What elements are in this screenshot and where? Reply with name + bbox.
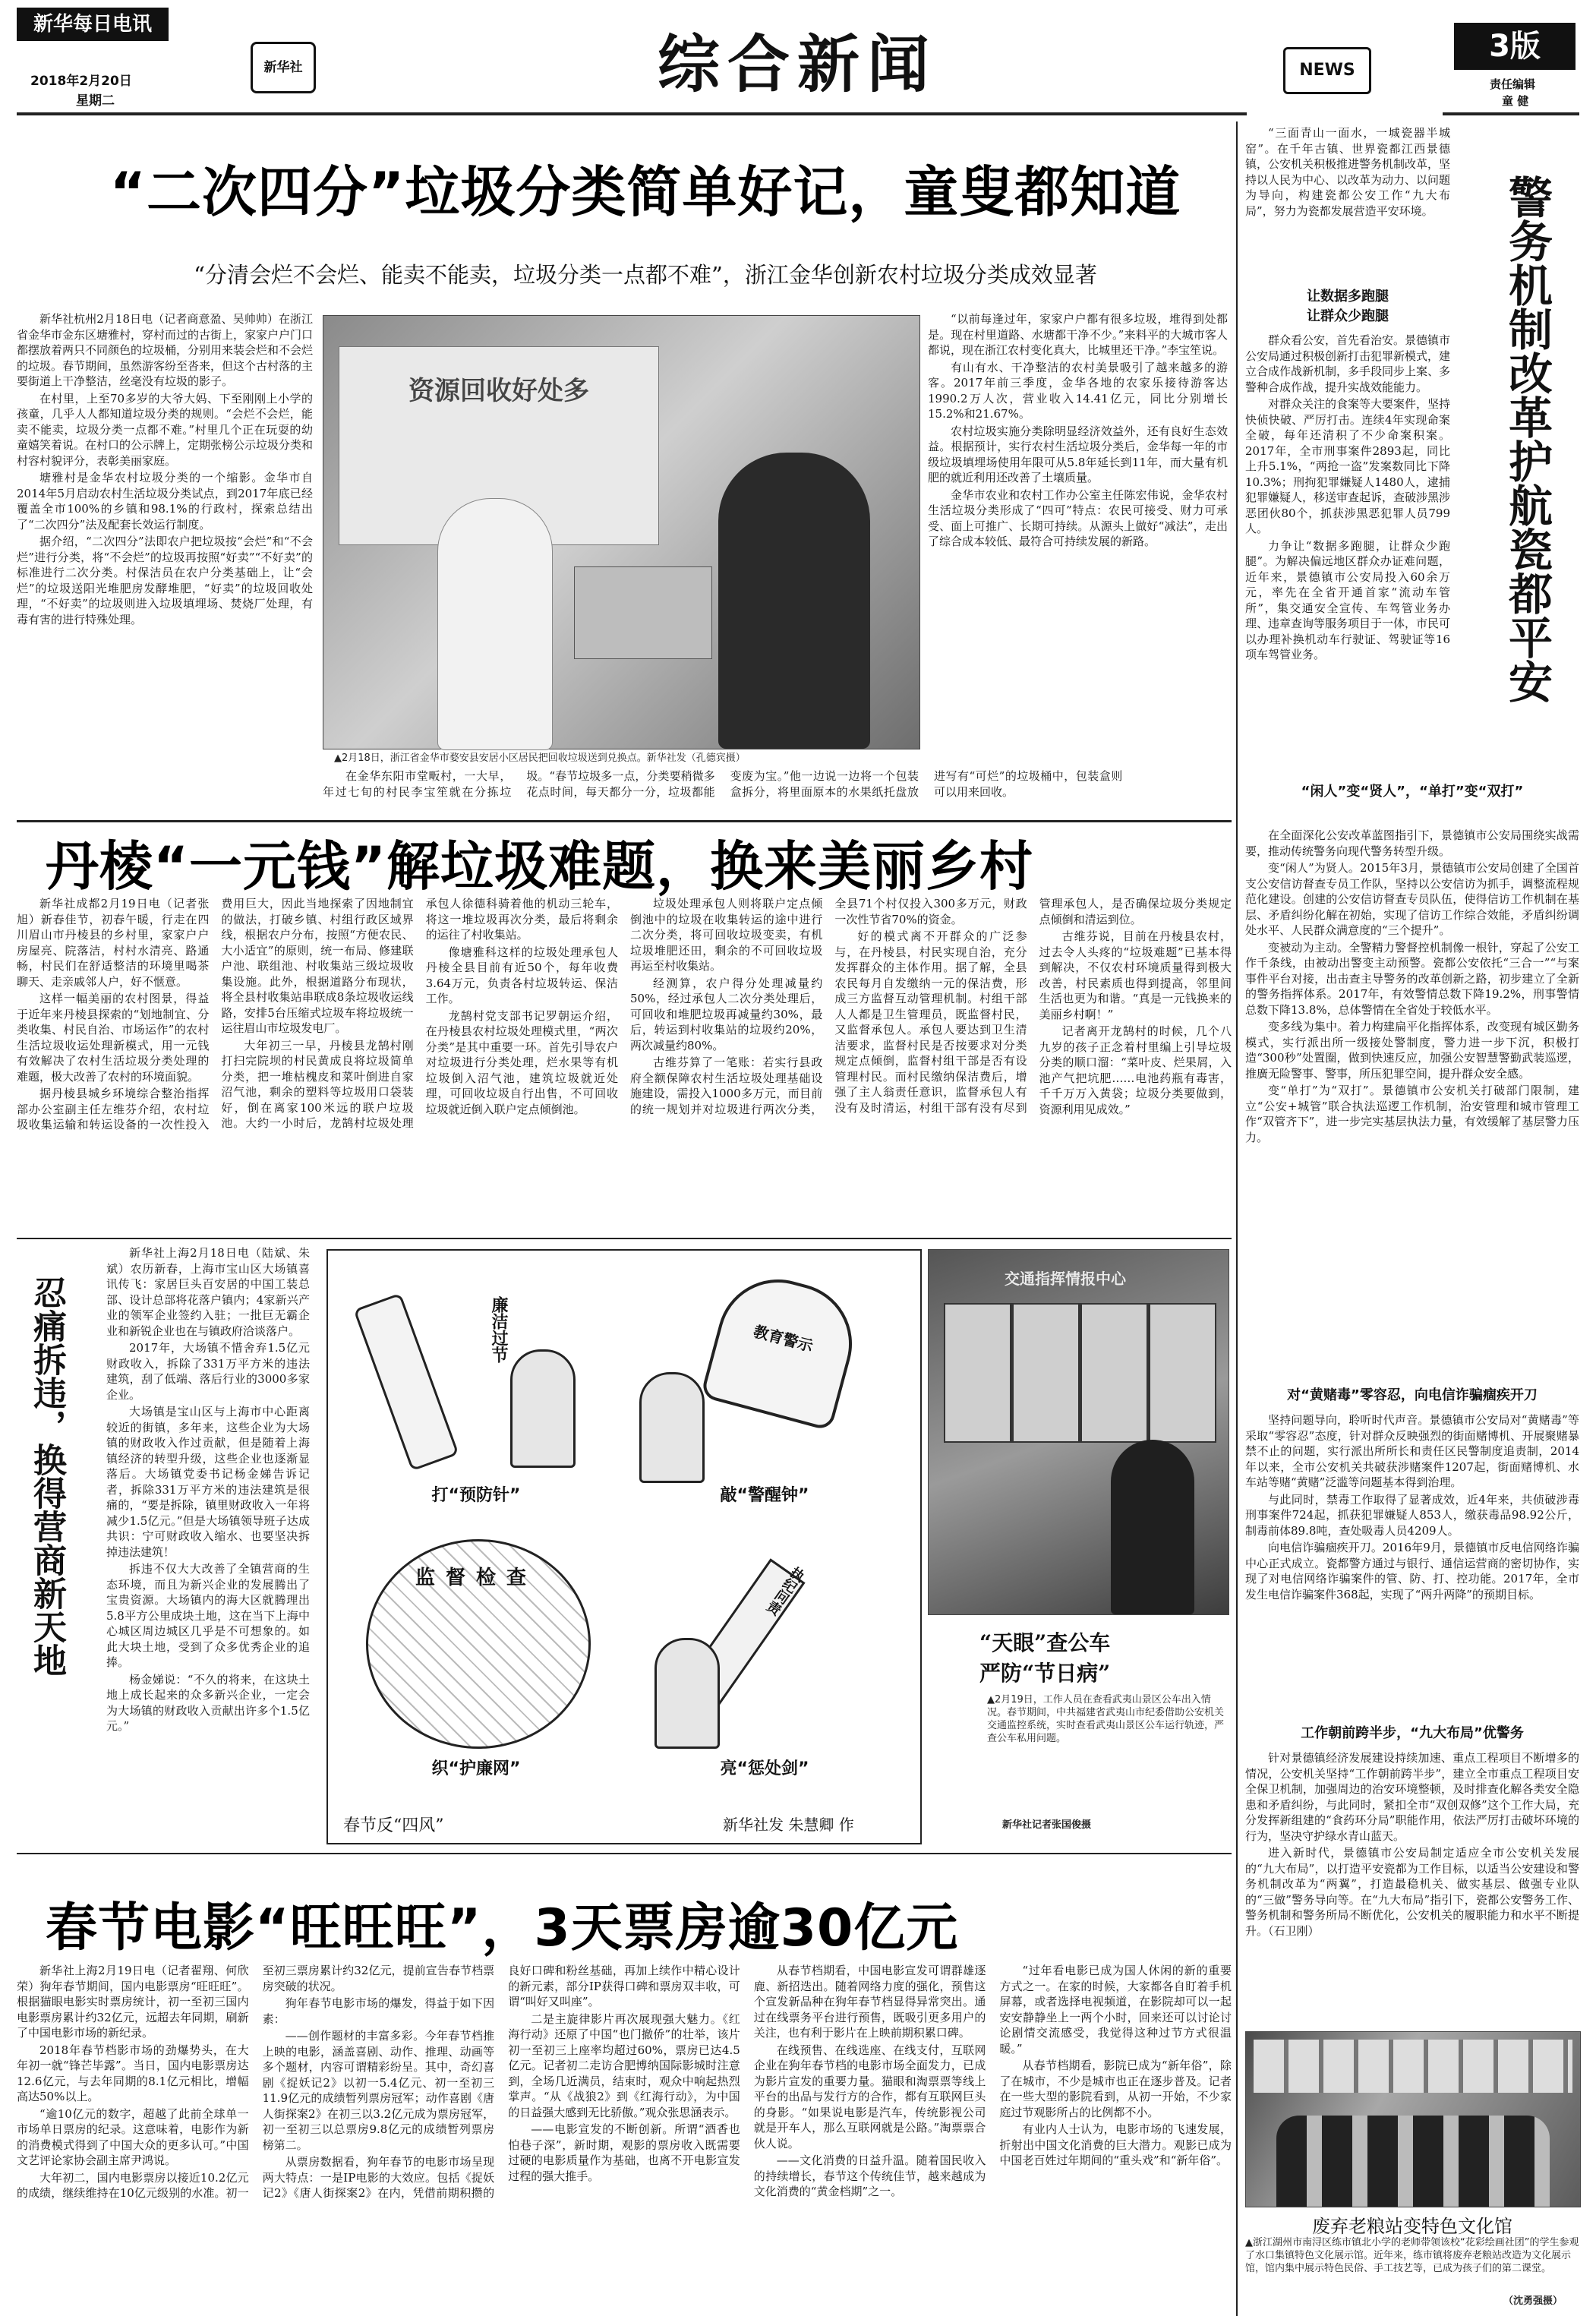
sidebar-photo-title: 废弃老粮站变特色文化馆 <box>1312 2216 1512 2237</box>
article2-body <box>17 896 1232 1230</box>
editor-label: 责任编辑 <box>1490 77 1536 91</box>
sidebar-para: 对群众关注的食案等大要案件，坚持快侦快破、严厉打击。连续4年实现命案全破，每年还清积了不少命案积案。2017年，全市刑事案件2893起，同比上升5.1%，“两抢一盗”发案数同比下降10.3%；刑拘犯罪嫌疑人1480人，逮捕犯罪嫌疑人，移送审查起诉，查破涉黑涉恶团伙80个，抓获涉黑恶犯罪人员799人。 <box>1245 397 1451 535</box>
sidebar-s1-title-b: 让群众少跑腿 <box>1307 308 1389 324</box>
article4-para: 有业内人士认为，电影市场的飞速发展，折射出中国文化消费的巨大潜力。观影已成为中国老百姓过年期间的“重头戏”和“新年俗”。 <box>999 2122 1232 2167</box>
article2-bottom-rule <box>17 1238 1232 1239</box>
sidebar-s1-body <box>1245 333 1450 773</box>
cartoon-panel-2 <box>632 1266 897 1516</box>
section-title: 综合新闻 <box>657 28 937 101</box>
article4-para: ——电影宣发的不断创新。所谓“酒香也怕巷子深”，新时期，观影的票房收入既需要过硬的电影质量作为基础，也离不开电影宣发过程的强大推手。 <box>508 2122 740 2183</box>
article1-para: 金华市农业和农村工作办公室主任陈宏伟说，金华农村生活垃圾分类形成了“四可”特点：农民可接受、财力可承受、面上可推广、长期可持续。从源头上做好“减法”，走出了综合成本较低、最符合可持续发展的新路。 <box>928 487 1228 548</box>
masthead <box>0 0 1596 110</box>
cartoon-panel-4 <box>632 1532 897 1790</box>
tianyan-photo <box>928 1249 1229 1615</box>
article2-para: 据丹棱县城乡环境综合整治指挥部办公室副主任左维芬介绍，农村垃圾收集运输和转运设备的一次性投入费用巨大，因此当地探索了因地制宜的做法，打破乡镇、村组行政区域界线，根据农户分布，按照“方便农民、大小适宜”的原则，统一布局、修建联户池、联组池、村收集站三级垃圾收集设施。此外，根据道路分布现状，将全县村收集站串联成8条垃圾收运线路，安排5台压缩式垃圾车将垃圾统一运往眉山市垃圾发电厂。 <box>17 897 414 1131</box>
article3-vertical-headline: 忍痛拆违，换得营商新天地 <box>27 1276 66 1677</box>
article1-col4 <box>928 311 1228 812</box>
sidebar-para: 变被动为主动。全警精力警督控机制像一根针，穿起了公安工作千条线，由被动出警变主动预警。瓷都公安依托“三合一”“与案事件平台对接，出击查主导警务的改革创新之路，初步建立了全新的警务指挥体系。2017年，有效警情总数下降19.2%，刑事警情总数下降13.8%，总体警情在全省处于较低水平。 <box>1245 940 1579 1017</box>
article4-para: 从春节档期看，影院已成为“新年俗”，除了在城市，不少是城市也正在逐步普及。记者在一些大型的影院看到，从初一开始，不少家庭过节观影所占的比例都不小。 <box>999 2059 1232 2119</box>
masthead-rule <box>17 112 1247 115</box>
article2-para: 经测算，农户得分处理减量约50%，经过承包人二次分类处理后，可回收和堆肥垃圾再减量约30%，最后，转运到村收集站的垃圾约20%，两次减量约80%。 <box>629 976 823 1052</box>
article4-para: 狗年春节电影市场的爆发，得益于如下因素： <box>262 1996 495 2026</box>
article2-para: 新华社成都2月19日电（记者张旭）新春佳节，初春午暖，行走在四川眉山市丹棱县的乡村里，家家户户房屋亮、院落洁，村村水清亮、路通畅，村民们在舒适整洁的环境里喝茶聊天、走亲戚邻人户，好不惬意。 <box>17 897 210 989</box>
article4-para: 新华社上海2月19日电（记者翟翔、何欣荣）狗年春节期间，国内电影票房“旺旺旺”。根据猫眼电影实时票房统计，初一至初三国内电影票房累计约32亿元，远超去年同期，刷新了中国电影市场的新纪录。 <box>17 1964 249 2040</box>
sidebar-s4-title: 工作朝前跨半步，“九大布局”优警务 <box>1301 1725 1524 1741</box>
sidebar-s1-title-a: 让数据多跑腿 <box>1307 289 1389 304</box>
article4-para b: ——创作题材的丰富多彩。今年春节档推上映的电影，涵盖喜剧、动作、推理、动画等多个题材，内容可谓精彩纷呈。其中，奇幻喜剧《捉妖记2》以初一5.4亿元、初一至初三11.9亿元的成绩暂列票房冠军；动作喜剧《唐人街探案2》在初三以3.2亿元成为票房冠军，初一至初三以总票房9.8亿元的成绩暂列票房榜第二。 <box>262 2029 495 2152</box>
tianyan-screen-label: 交通指挥情报中心 <box>1005 1270 1126 1288</box>
sidebar-para: 针对景德镇经济发展建设持续加速、重点工程项目不断增多的情况，公安机关坚持“工作朝前跨半步”，建立全市重点工程项目安全保卫机制，加强周边的治安环境整顿，及时排查化解各类安全隐患和矛盾纠纷，与此同时，紧扣全市“双创双修”这个工作大局，充分发挥新组建的“食药环分局”职能作用，依法严厉打击破坏环境的行为，坚决守护绿水青山蓝天。 <box>1245 1751 1579 1843</box>
article1-para: 在金华东阳市堂畈村，一大早，年过七旬的村民李宝笙就在分拣垃圾。“春节垃圾多一点，分类要稍微多花点时间，每天都分一分，垃圾都能变废为宝。”他一边说一边将一个包装盒拆分，将里面原本的水果纸托盘放进写有“可烂”的垃圾桶中，包装盒则可以用来回收。 <box>323 769 1123 799</box>
figure-icon <box>510 1349 576 1468</box>
figure-icon <box>639 1372 705 1483</box>
cartoon-frame <box>326 1249 922 1844</box>
sidebar-intro <box>1245 125 1450 281</box>
bell-label: 教育警示 <box>751 1322 815 1355</box>
net-label: 监督检查 <box>415 1567 537 1589</box>
officer-icon <box>1111 1440 1194 1614</box>
article4-para: 从票房数据看，狗年春节的电影市场呈现两大特点：一是IP电影的大效应。包括《捉妖记2》《唐人街探案2》在内，凭借前期积攒的良好口碑和粉丝基础，再加上续作中精心设计的新元素，部分IP获得口碑和票房双丰收，可谓“叫好又叫座”。 <box>262 1964 740 2200</box>
tianyan-credit: 新华社记者张国俊摄 <box>1002 1819 1092 1831</box>
article1-para: 农村垃圾实施分类除明显经济效益外，还有良好生态效益。根据预计，实行农村生活垃圾分类后，金华每一年的市级垃圾填埋场使用年限可从5.8年延长到11年，而大量有机肥的就近利用还改善了土壤质量。 <box>928 424 1228 484</box>
sidebar-photo <box>1245 2031 1581 2207</box>
sidebar-s2-title: “闲人”变“贤人”，“单打”变“双打” <box>1301 784 1524 800</box>
article4-para: “逾10亿元的数字，超越了此前全球单一市场单日票房的纪录。这意味着，电影作为新的消费模式得到了中国大众的更多认可。”中国文艺评论家协会副主席尹鸿说。 <box>17 2106 249 2167</box>
tianyan-title-line1: “天眼”查公车 <box>979 1630 1111 1655</box>
syringe-icon <box>353 1293 459 1472</box>
article3-para: 大场镇是宝山区与上海市中心距离较近的街镇，多年来，这些企业为大场镇的财政收入作过贡献，但是随着上海镇经济的转型升级，这些企业也逐渐显落后。大场镇党委书记杨金娣告诉记者，拆除331万平方米的违法建筑是很痛的，“要是拆除，镇里财政收入一年将减少1.5亿元。”但是大场镇领导班子达成共识：宁可财政收入缩水、也要坚决拆掉违法建筑！ <box>106 1405 310 1559</box>
sidebar-intro-text: “三面青山一面水，一城瓷器半城窑”。在千年古镇、世界瓷都江西景德镇，公安机关积极推进警务机制改革，坚持以人民为中心、以改革为动力、以问题为导向，构建瓷都公安工作“九大布局”，努力为瓷都发展营造平安环境。 <box>1245 126 1451 218</box>
sidebar-photo-credit: （沈勇强摄） <box>1503 2295 1563 2307</box>
paper-name: 新华每日电讯 <box>17 8 169 41</box>
article4-para: 2018年春节档影市场的劲爆势头，在大年初一就“锋芒毕露”。当日，国内电影票房达12.6亿元，与去年同期的8.1亿元相比，增幅高达50%以上。 <box>17 2043 249 2103</box>
agency-logo-label: 新华社 <box>263 60 303 75</box>
news-logo-label: NEWS <box>1299 61 1355 80</box>
article4-para: ——文化消费的日益升温。随着国民收入的持续增长，春节这个传统佳节，越来越成为文化消费的“黄金档期”之一。 <box>753 2154 986 2198</box>
article1-para: 新华社杭州2月18日电（记者商意盈、吴帅帅）在浙江省金华市金东区塘雅村，穿村而过的古街上，家家户户门口都摆放着两只不同颜色的垃圾桶，分别用来装会烂和不会烂的垃圾。春节期间，虽然游客纷至沓来，但这个古村落的主要街道上干净整洁，丝毫没有垃圾的影子。 <box>17 312 314 388</box>
article3-para: 拆违不仅大大改善了全镇营商的生态环境，而且为新兴企业的发展腾出了宝贵资源。大场镇内的海大区就腾理出5.8平方公里成块土地，这在当下上海中心城区周边城区几乎是不可想象的。如此大块土地，受到了众多优秀企业的追捧。 <box>106 1562 310 1669</box>
page-number: 3版 <box>1454 23 1575 70</box>
person-left-icon <box>437 498 553 750</box>
gallery-wall-icon <box>1254 2040 1572 2093</box>
sidebar-para: 向电信诈骗痼疾开刀。2016年9月，景德镇市反电信网络诈骗中心正式成立。瓷都警方通过与银行、通信运营商的密切协作，实现了对电信网络诈骗案件的管、防、打、控功能。2017年，全市发生电信诈骗案件368起，实现了“两升两降”的预期目标。 <box>1245 1541 1579 1601</box>
cartoon-panel-2-caption: 敲“警醒钟” <box>720 1486 809 1505</box>
article2-para: 记者离开龙鹄村的时候，几个八九岁的孩子正念着村里编上引导垃圾分类的顺口溜：“菜叶皮、烂果屑，入池产气把坑肥……电池药瓶有毒害，千千万万入黄袋；垃圾分类要做到，资源利用见成效。” <box>1039 1024 1232 1116</box>
cartoon-panel-4-caption: 亮“惩处剑” <box>720 1759 809 1778</box>
cartoon-title: 春节反“四风” <box>343 1816 444 1835</box>
sidebar-divider <box>1236 121 1238 2316</box>
article1-para: 塘雅村是金华农村垃圾分类的一个缩影。金华市自2014年5月启动农村生活垃圾分类试点，到2017年底已经覆盖全市100%的乡镇和98.1%的行政村，探索总结出了“二次四分”法及配套长效运行制度。 <box>17 471 313 532</box>
cartoon-credit: 新华社发 朱慧卿 作 <box>723 1816 854 1834</box>
article4-para: 大年初二，国内电影票房以接近10.2亿元的成绩，继续维持在10亿元级别的水准。初一至初三票房累计约32亿元，提前宣告春节档票房突破的状况。 <box>17 1964 495 2200</box>
editor-name: 童 健 <box>1502 94 1529 108</box>
syringe-label: 廉洁过节 <box>489 1296 508 1363</box>
tianyan-title-line2: 严防“节日病” <box>979 1661 1111 1686</box>
article4-para: 从春节档期看，中国电影宣发可谓群雄逐鹿、新招迭出。随着网络力度的强化，预售这个宣发新品种在狗年春节档显得异常突出。通过在线票务平台进行预售，既吸引更多用户的关注，也有利于影片在上映前期积累口碑。 <box>753 1964 986 2040</box>
article1-col-mid <box>323 768 1123 814</box>
children-group-icon <box>1276 2116 1550 2207</box>
article1-photo-board-label: 资源回收好处多 <box>408 376 589 406</box>
agency-logo-icon <box>251 42 316 93</box>
article4-body <box>17 1963 1232 2308</box>
sidebar-s4-body <box>1245 1750 1579 2027</box>
article2-para: 垃圾处理承包人则将联户定点倾倒池中的垃圾在收集转运的途中进行二次分类，将可回收垃圾变卖，有机垃圾堆肥还田，剩余的不可回收垃圾再运至村收集站。 <box>629 897 823 973</box>
masthead-rule-right <box>1443 112 1579 115</box>
article4-headline: 春节电影“旺旺旺”，3天票房逾30亿元 <box>46 1898 959 1958</box>
article2-para: 大年初三一早，丹棱县龙鹄村刚打扫完院坝的村民黄成良将垃圾简单分类，把一堆枯槐皮和菜叶倒进自家沼气池，剩余的塑料等垃圾用口袋装好，倒在离家100米远的联户垃圾池。大约一小时后，龙鹄村垃圾处理承包人徐德科骑着他的机动三轮车，将这一堆垃圾再次分类，最后将剩余的运往了村收集站。 <box>221 897 618 1130</box>
cartoon-panel-3-caption: 织“护廉网” <box>431 1759 521 1778</box>
sidebar-para: 与此同时，禁毒工作取得了显著成效，近4年来，共侦破涉毒刑事案件724起，抓获犯罪嫌疑人853人，缴获毒品98.92公斤，制毒前体89.8吨，查处吸毒人员4209人。 <box>1245 1492 1579 1538</box>
article1-para: 在村里，上至70多岁的大爷大妈、下至刚刚上小学的孩童，几乎人人都知道垃圾分类的规则。“会烂不会烂，能卖不能卖，垃圾分类一点都不难。”村里几个正在玩耍的幼童嬉笑着说。在村口的公示牌上，定期张榜公示垃圾分类和村容村貌评分，表彰美丽家庭。 <box>17 391 314 468</box>
sidebar-para: 力争让“数据多跑腿，让群众少跑腿”。为解决偏远地区群众办证难问题，近年来，景德镇市公安局投入60余万元，率先在全省开通首家“流动车管所”，集交通安全宣传、车驾管业务办理、违章查询等服务项目于一体，市民可以办理补换机动车行驶证、驾驶证等16项车驾管业务。 <box>1245 538 1451 661</box>
article2-para: 好的模式离不开群众的广泛参与，在丹棱县，村民实现自治，充分发挥群众的主体作用。据了解，全县农民每月自发缴纳一元的保洁费，形成三方监督互动管理机制。村组干部人人都是卫生管理员，既监督村民，又监督承包人。承包人要达到卫生清洁要求，监督村民是否按要求对分类规定点倾倒，监督村组干部是否有设管理村民。而村民缴纳保洁费后，增强了主人翁责任意识，监督承包人有没有及时清运，村组干部有没有尽到管理承包人，是否确保垃圾分类规定点倾倒和清运到位。 <box>834 897 1232 1115</box>
article3-para: 新华社上海2月18日电（陆斌、朱斌）农历新春，上海市宝山区大场镇喜讯传飞：家居巨头百安居的中国工装总部、设计总部将花落户镇内；4家新兴产业的领军企业签约入驻；一批巨无霸企业和新锐企业也在与镇政府洽谈落户。 <box>106 1246 310 1338</box>
box-icon <box>574 566 712 659</box>
sidebar-vertical-headline: 警务机制改革护航瓷都平安 <box>1501 175 1553 703</box>
article1-col1 <box>17 311 313 767</box>
sidebar-para: 在全面深化公安改革蓝图指引下，景德镇市公安局围绕实战需要，推动传统警务向现代警务转型升级。 <box>1245 828 1579 858</box>
person-right-icon <box>718 453 870 749</box>
article1-subhead: “分清会烂不会烂、能卖不能卖，垃圾分类一点都不难”，浙江金华创新农村垃圾分类成效显著 <box>194 262 1097 288</box>
sidebar-para: 变“闲人”为贤人。2015年3月，景德镇市公安局创建了全国首支公安信访督查专员工作队，坚持以公安信访为抓手，调整流程规范化建设。创建的公安信访督查专员队伍，使得信访工作机制在基层、矛盾纠纷化解在初始，实现了信访工作综合效能，矛盾纠纷调处水平、人民群众满意度的“三个提升”。 <box>1245 861 1579 937</box>
sidebar-s2-body <box>1245 828 1579 1374</box>
article2-para: 像塘雅科这样的垃圾处理承包人丹棱全县目前有近50个，每年收费3.64万元，负责各村垃圾转运、保洁工作。 <box>425 945 618 1005</box>
sidebar-s3-title: 对“黄赌毒”零容忍，向电信诈骗痼疾开刀 <box>1287 1387 1538 1403</box>
sidebar-para: 变“单打”为“双打”。景德镇市公安机关打破部门限制，建立“公安+城管”联合执法巡逻工作机制，治安管理和城市管理工作“双管齐下”，进一步完实基层执法力量，有效缓解了基层警力压力。 <box>1245 1084 1579 1144</box>
article2-para: 古维芬算了一笔账：若实行县政府全额保障农村生活垃圾处理基础设施建设，需投入1000多万元，而目前的统一规划并对垃圾进行两次分类，全县71个村仅投入300多万元，财政一次性节省70%的资金。 <box>629 897 1027 1116</box>
article1-bottom-rule <box>17 820 1232 822</box>
article3-para: 2017年，大场镇不惜舍弃1.5亿元财政收入，拆除了331万平方米的违法建筑，刮了低端、落后行业的3000多家企业。 <box>106 1341 310 1402</box>
cartoon-panel-3 <box>351 1532 601 1790</box>
article1-headline: “二次四分”垃圾分类简单好记，童叟都知道 <box>109 160 1181 224</box>
sidebar-para: 变多线为集中。着力构建扁平化指挥体系，改变现有城区勤务模式，实行派出所一级接处警制度，警力进一步下沉，积极打造“300秒”处置圈，做到快速反应，加强公安智慧警勤武装巡逻，推廣无险警事、警事，所压犯罪空间，提升群众安全感。 <box>1245 1020 1579 1081</box>
article2-para: 龙鹄村党支部书记罗朝运介绍，在丹棱县农村垃圾处理模式里，“两次分类”是其中重要一环。首先引导农户对垃圾进行分类处理，烂水果等有机垃圾倒入沼气池，建筑垃圾就近处理，可回收垃圾自行出售，不可回收垃圾就近倒入联户定点倾倒池。 <box>425 1008 618 1116</box>
article2-para: 这样一幅美丽的农村图景，得益于近年来丹棱县探索的“划地制宜、分类收集、村民自治、市场运作”的农村生活垃圾收运处理新模式，用一元钱有效解决了农村生活垃圾分类处理的难题，极大改善了农村的环境面貌。 <box>17 992 210 1084</box>
issue-date: 2018年2月20日 <box>30 74 132 89</box>
issue-weekday: 星期二 <box>76 93 115 109</box>
article3-para: 杨金娣说：“不久的将来，在这块土地上成长起来的众多新兴企业，一定会为大场镇的财政收入贡献出许多个1.5亿元。” <box>106 1672 310 1733</box>
sidebar-s3-body <box>1245 1412 1579 1716</box>
sword-label: 执纪问责 <box>762 1563 808 1617</box>
article1-para: 据介绍，“二次四分”法即农户把垃圾按“会烂”和“不会烂”进行分类，将“不会烂”的垃圾再按照“好卖”“不好卖”的标准进行二次分类。村保洁员在农户分类基础上，让“会烂”的垃圾送阳光堆肥房发酵堆肥，“好卖”的垃圾回收处理，“不好卖”的垃圾则进入垃圾填埋场、焚烧厂处理，有毒有害的进行特殊处理。 <box>17 535 313 626</box>
article4-para: 在线预售、在线选座、在线支付，互联网企业在狗年春节档的电影市场全面发力，已成为影片宣发的重要力量。猫眼和淘票票等线上平台的出品与发行方的合作，都有互联网巨头的身影。“如果说电影是汽车，传统影视公司就是开车人，那么互联网就是公路。”淘票票合伙人说。 <box>753 2043 986 2150</box>
cartoon-panel-1 <box>351 1266 601 1516</box>
article4-para: 二是主旋律影片再次展现强大魅力。《红海行动》还原了中国“也门撤侨”的壮举，该片初一至初三上座率均超过60%，票房已达4.5亿元。记者初二走访合肥博纳国际影城时注意到，全场几近满员，结束时，观众中响起热烈掌声。“从《战狼2》到《红海行动》，为中国的日益强大感到无比骄傲。”观众张思涵表示。 <box>508 2012 740 2119</box>
article1-para: “以前每逢过年，家家户户都有很多垃圾，堆得到处都是。现在村里道路、水塘都干净不少。”来料平的大城市客人都说，现在浙江农村变化真大，比城里还干净。”李宝笙说。 <box>928 312 1228 357</box>
article1-photo <box>323 315 920 749</box>
sidebar-para: 坚持问题导向，聆听时代声音。景德镇市公安局对“黄赌毒”等采取“零容忍”态度，针对群众反映强烈的街面赌博机、开展聚赌暴禁不止的问题，实行派出所所长和责任区民警制度追责制，2014年以来，全市公安机关共破获涉赌案件1207起，街面赌博机、水车站等赌“黄赌”泛滥等问题基本得到治理。 <box>1245 1413 1579 1489</box>
sidebar-para: 群众看公安，首先看治安。景德镇市公安局通过积极创新打击犯罪新模式，建立合成作战新机制，多手段同步上案、多警种合成作战，提升实战效能能力。 <box>1245 333 1451 394</box>
cartoon-panel-1-caption: 打“预防针” <box>431 1486 521 1505</box>
tianyan-caption: ▲2月19日，工作人员在查看武夷山景区公车出入情况。春节期间，中共福建省武夷山市纪委借助公安机关交通监控系统，实时查看武夷山景区公车运行轨迹，严查公车私用问题。 <box>987 1694 1225 1744</box>
sidebar-photo-caption: ▲浙江湖州市南浔区练市镇北小学的老师带领该校“花彩绘画社团”的学生参观了水口集镇特色文化展示馆。近年来，练市镇将废弃老粮站改造为文化展示馆，馆内集中展示特色民俗、手工技艺等，已成为孩子们的第二课堂。 <box>1245 2237 1579 2274</box>
article2-para: 古维芬说，目前在丹棱县农村，过去令人头疼的“垃圾难题”已基本得到解决，不仅农村环境质量得到极大改善，村民素质也得到提高，邻里间生活也更为和谐。“真是一元钱换来的美丽乡村啊！” <box>1039 929 1232 1021</box>
article4-para: “过年看电影已成为国人休闲的新的重要方式之一。在家的时候，大家都各自盯着手机屏幕，或者选择电视频道，在影院却可以一起安安静静坐上一两个小时，回来还可以讨论讨论剧情交流感受，我觉得这种过节方式很温暖。” <box>999 1964 1232 2056</box>
sidebar-para: 进入新时代，景德镇市公安局制定适应全市公安机关发展的“九大布局”，以打造平安瓷都为工作目标，以适当公安建设和警务机制改革为“两翼”，打造最稳机关、做实基层、做强专业队的“三做”警务导向等。在“九大布局”指引下，瓷都公安警务工作、警务机制和警务所局不断优化，公安机关的履职能力和水平不断提升。（石卫刚） <box>1245 1846 1579 1938</box>
article4-top-rule <box>17 1853 1232 1854</box>
news-logo-icon <box>1283 47 1371 94</box>
figure-icon <box>654 1638 720 1749</box>
article1-para: 有山有水、干净整洁的农村美景吸引了越来越多的游客。2017年前三季度，金华各地的农家乐接待游客达1990.2万人次，营业收入14.41亿元，同比分别增长15.2%和21.67%。 <box>928 360 1228 421</box>
article2-headline: 丹棱“一元钱”解垃圾难题，换来美丽乡村 <box>46 835 1034 898</box>
article1-photo-caption: ▲2月18日，浙江省金华市婺安县安居小区居民把回收垃圾送到兑换点。新华社发（孔德宾摄） <box>334 753 746 764</box>
article3-body <box>106 1245 310 1822</box>
monitor-wall-icon <box>944 1303 1216 1443</box>
